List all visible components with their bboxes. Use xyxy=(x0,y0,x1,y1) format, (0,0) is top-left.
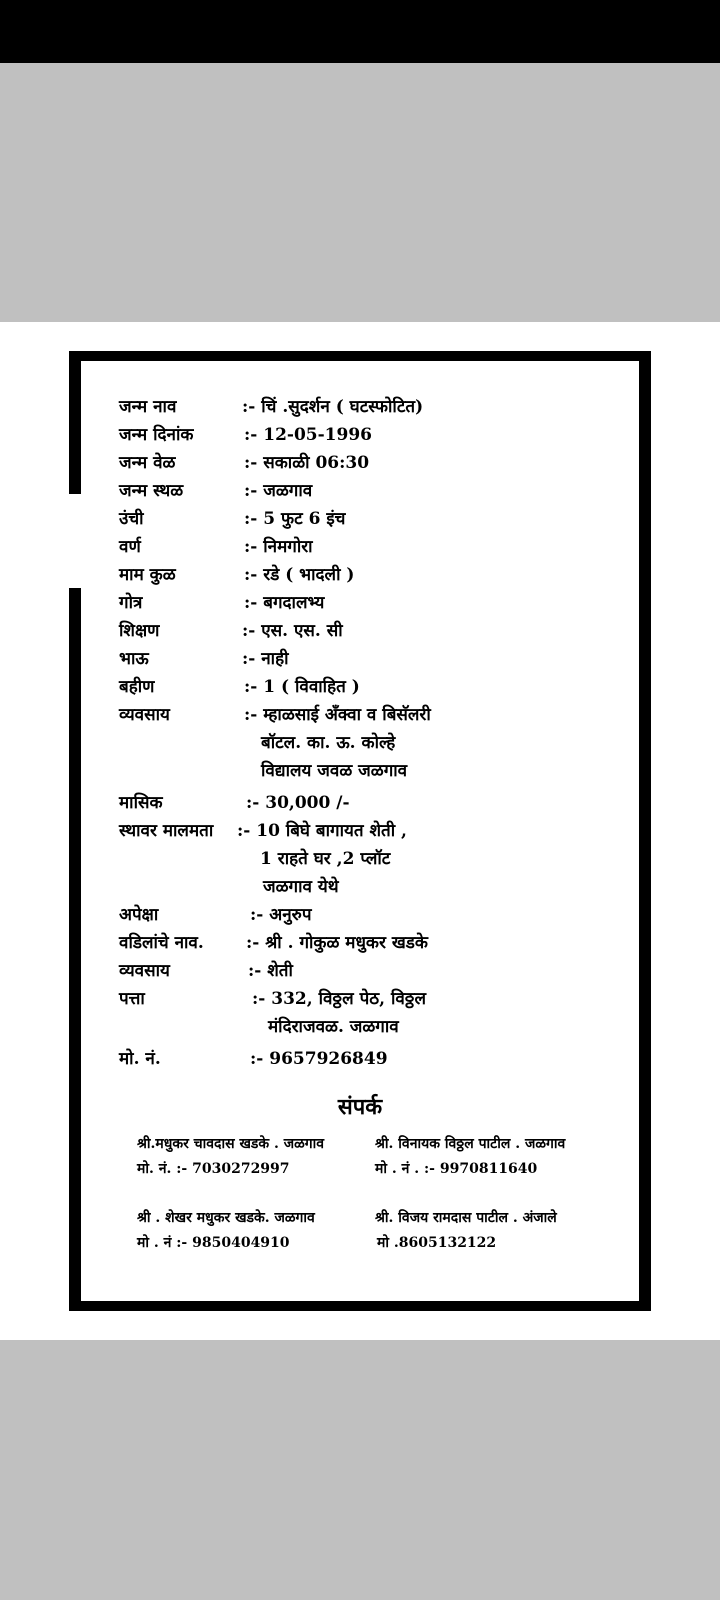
row-value: :- बगदालभ्य xyxy=(244,593,325,613)
row-label: जन्म वेळ xyxy=(119,453,176,473)
contact-heading: संपर्क xyxy=(337,1094,383,1120)
row-label: पत्ता xyxy=(119,989,145,1009)
row-label: शिक्षण xyxy=(119,621,160,641)
row-label: भाऊ xyxy=(119,649,149,669)
row-label: माम कुळ xyxy=(119,565,176,585)
row-label: वर्ण xyxy=(119,537,141,557)
row-label: व्यवसाय xyxy=(119,961,170,981)
row-value: :- 30,000 /- xyxy=(246,793,350,813)
row-value: :- 332, विठ्ठल पेठ, विठ्ठल xyxy=(252,989,427,1009)
contact-1-phone: मो. नं. :- 7030272997 xyxy=(137,1161,290,1177)
row-value: :- 10 बिघे बागायत शेती , xyxy=(237,821,407,841)
row-label: मासिक xyxy=(119,793,163,813)
row-value: :- श्री . गोकुळ मधुकर खडके xyxy=(246,933,428,953)
status-bar xyxy=(0,0,720,63)
row-value: :- सकाळी 06:30 xyxy=(244,453,370,473)
row-label: जन्म स्थळ xyxy=(119,481,184,501)
row-label: व्यवसाय xyxy=(119,705,170,725)
bottom-gray-band xyxy=(0,1340,720,1600)
border-gap xyxy=(69,494,81,588)
row-value: :- म्हाळसाई अँक्वा व बिसॅलरी xyxy=(244,705,431,725)
row-value: :- 9657926849 xyxy=(250,1049,388,1069)
row-value: बॉटल. का. ऊ. कोल्हे xyxy=(261,733,396,753)
row-value: :- अनुरुप xyxy=(250,905,312,925)
row-value: :- शेती xyxy=(248,961,293,981)
contact-4-phone: मो .8605132122 xyxy=(377,1235,497,1251)
row-label: जन्म नाव xyxy=(119,397,177,417)
row-value: विद्यालय जवळ जळगाव xyxy=(261,761,408,781)
contact-3-phone: मो . नं :- 9850404910 xyxy=(137,1235,290,1251)
top-gray-band xyxy=(0,63,720,322)
contact-3-name: श्री . शेखर मधुकर खडके. जळगाव xyxy=(137,1210,315,1226)
row-value: :- 5 फुट 6 इंच xyxy=(244,509,346,529)
row-value: मंदिराजवळ. जळगाव xyxy=(268,1017,399,1037)
row-label: अपेक्षा xyxy=(119,905,159,925)
row-value: जळगाव येथे xyxy=(263,877,339,897)
contact-1-name: श्री.मधुकर चावदास खडके . जळगाव xyxy=(137,1136,325,1152)
row-label: स्थावर मालमता xyxy=(119,821,214,841)
contact-2-name: श्री. विनायक विठ्ठल पाटील . जळगाव xyxy=(375,1136,566,1152)
row-value: 1 राहते घर ,2 प्लॉट xyxy=(260,849,391,869)
row-label: गोत्र xyxy=(119,593,143,613)
row-value: :- 1 ( विवाहित ) xyxy=(244,677,360,697)
row-value: :- चिं .सुदर्शन ( घटस्फोटित) xyxy=(242,397,424,417)
contact-2-phone: मो . नं . :- 9970811640 xyxy=(375,1161,538,1177)
row-value: :- नाही xyxy=(242,649,289,669)
row-label: जन्म दिनांक xyxy=(119,425,194,445)
row-value: :- रडे ( भादली ) xyxy=(244,565,355,585)
contact-4-name: श्री. विजय रामदास पाटील . अंजाले xyxy=(375,1210,557,1226)
row-label: वडिलांचे नाव. xyxy=(119,933,204,953)
row-label: बहीण xyxy=(119,677,155,697)
row-label: मो. नं. xyxy=(119,1049,161,1069)
row-value: :- जळगाव xyxy=(244,481,313,501)
row-value: :- एस. एस. सी xyxy=(242,621,343,641)
row-value: :- निमगोरा xyxy=(244,537,313,557)
row-label: उंची xyxy=(119,509,144,529)
row-value: :- 12-05-1996 xyxy=(244,425,372,445)
